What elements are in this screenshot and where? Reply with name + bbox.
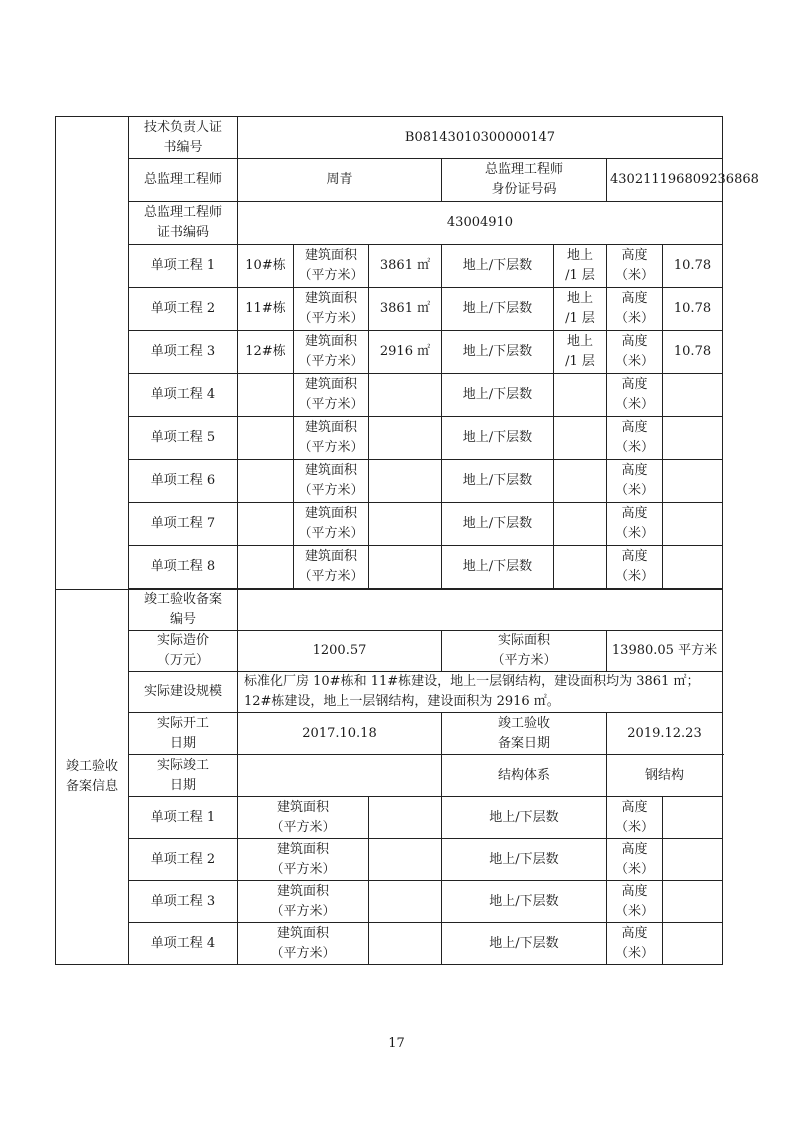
tech-cert-label: 技术负责人证 书编号 [129,117,238,159]
floors-label: 地上/下层数 [442,460,554,503]
table-row [56,417,723,460]
finish-label: 实际竣工 日期 [129,755,238,797]
table-row [56,590,723,631]
table-row [56,288,723,331]
project-building: 11#栋 [238,288,294,331]
area-label: 建筑面积 （平方米） [238,923,369,965]
height-label: 高度 （米） [607,546,663,589]
project-name: 单项工程 3 [129,881,238,923]
table-row [56,881,723,923]
project-building: 12#栋 [238,331,294,374]
project-height: 10.78 [663,245,723,288]
area-label: 建筑面积 （平方米） [294,288,369,331]
height-label: 高度 （米） [607,288,663,331]
project-floors [554,460,607,503]
project-floors [554,546,607,589]
tech-cert-value: B08143010300000147 [238,117,723,159]
project-floors [554,417,607,460]
floors-label: 地上/下层数 [442,331,554,374]
table-row [56,202,723,245]
area-label: 建筑面积 （平方米） [294,546,369,589]
project-height [663,374,723,417]
project-building [238,417,294,460]
project-building: 10#栋 [238,245,294,288]
chief-supervisor-value: 周青 [238,159,442,202]
table-row [56,839,723,881]
project-floors [554,374,607,417]
height-label: 高度 （米） [607,374,663,417]
table-row [56,117,723,159]
table-row [56,713,723,755]
project-area [369,417,442,460]
project-name: 单项工程 2 [129,288,238,331]
height-label: 高度 （米） [607,460,663,503]
table-row [56,503,723,546]
table-row [56,331,723,374]
record-date-value: 2019.12.23 [607,713,723,755]
project-name: 单项工程 8 [129,546,238,589]
height-label: 高度 （米） [607,417,663,460]
project-building [238,503,294,546]
table-row [56,245,723,288]
project-name: 单项工程 5 [129,417,238,460]
project-name: 单项工程 4 [129,374,238,417]
record-form-table [55,116,759,965]
table-row [56,923,723,965]
project-floors: 地上 /1 层 [554,245,607,288]
chief-id-label: 总监理工程师 身份证号码 [442,159,607,202]
floors-label: 地上/下层数 [442,839,607,881]
structure-value: 钢结构 [607,755,723,797]
project-height [663,503,723,546]
project-name: 单项工程 3 [129,331,238,374]
scale-value: 标准化厂房 10#栋和 11#栋建设，地上一层钢结构，建设面积均为 3861 ㎡；12#栋建设，地上一层钢结构，建设面积为 2916 ㎡。 [238,672,723,713]
project-area [369,546,442,589]
project-area: 3861 ㎡ [369,245,442,288]
height-label: 高度 （米） [607,331,663,374]
project-height [663,839,723,881]
project-floors [554,503,607,546]
floors-label: 地上/下层数 [442,546,554,589]
area-label: 建筑面积 （平方米） [294,245,369,288]
table-row [56,159,723,202]
table-row [56,460,723,503]
height-label: 高度 （米） [607,797,663,839]
floors-label: 地上/下层数 [442,245,554,288]
area-label: 建筑面积 （平方米） [238,839,369,881]
project-name: 单项工程 7 [129,503,238,546]
table-row [56,797,723,839]
chief-cert-value: 43004910 [238,202,723,245]
project-height [663,923,723,965]
project-height: 10.78 [663,288,723,331]
project-area [369,881,442,923]
project-height [663,546,723,589]
section2-title: 竣工验收 备案信息 [56,590,129,965]
project-area: 3861 ㎡ [369,288,442,331]
project-height [663,417,723,460]
height-label: 高度 （米） [607,881,663,923]
project-name: 单项工程 1 [129,245,238,288]
floors-label: 地上/下层数 [442,288,554,331]
area-label: 建筑面积 （平方米） [294,331,369,374]
start-label: 实际开工 日期 [129,713,238,755]
project-name: 单项工程 2 [129,839,238,881]
project-area [369,797,442,839]
floors-label: 地上/下层数 [442,797,607,839]
project-area [369,374,442,417]
project-name: 单项工程 1 [129,797,238,839]
height-label: 高度 （米） [607,923,663,965]
chief-id-value: 430211196809236868 [607,159,723,202]
project-building [238,374,294,417]
record-no-value [238,590,723,631]
project-floors: 地上 /1 层 [554,288,607,331]
project-name: 单项工程 6 [129,460,238,503]
start-value: 2017.10.18 [238,713,442,755]
project-area [369,839,442,881]
record-no-label: 竣工验收备案 编号 [129,590,238,631]
project-name: 单项工程 4 [129,923,238,965]
record-date-label: 竣工验收 备案日期 [442,713,607,755]
page-number: 17 [388,1036,405,1051]
project-area [369,503,442,546]
project-building [238,546,294,589]
table-row [56,546,723,589]
project-area [369,923,442,965]
structure-label: 结构体系 [442,755,607,797]
floors-label: 地上/下层数 [442,923,607,965]
actual-area-value: 13980.05 平方米 [607,631,723,672]
table-row [56,374,723,417]
area-label: 建筑面积 （平方米） [294,460,369,503]
floors-label: 地上/下层数 [442,374,554,417]
project-floors: 地上 /1 层 [554,331,607,374]
actual-area-label: 实际面积 （平方米） [442,631,607,672]
area-label: 建筑面积 （平方米） [294,417,369,460]
project-height [663,881,723,923]
finish-value [238,755,442,797]
project-building [238,460,294,503]
height-label: 高度 （米） [607,503,663,546]
cost-value: 1200.57 [238,631,442,672]
area-label: 建筑面积 （平方米） [294,374,369,417]
chief-cert-label: 总监理工程师 证书编码 [129,202,238,245]
area-label: 建筑面积 （平方米） [294,503,369,546]
floors-label: 地上/下层数 [442,503,554,546]
table-row [56,631,723,672]
section1-side-cell [56,117,129,590]
floors-label: 地上/下层数 [442,417,554,460]
project-height [663,797,723,839]
project-height: 10.78 [663,331,723,374]
cost-label: 实际造价 （万元） [129,631,238,672]
floors-label: 地上/下层数 [442,881,607,923]
height-label: 高度 （米） [607,245,663,288]
table-row [56,672,723,713]
project-area: 2916 ㎡ [369,331,442,374]
table-row [56,755,723,797]
area-label: 建筑面积 （平方米） [238,797,369,839]
project-height [663,460,723,503]
project-area [369,460,442,503]
area-label: 建筑面积 （平方米） [238,881,369,923]
scale-label: 实际建设规模 [129,672,238,713]
height-label: 高度 （米） [607,839,663,881]
chief-supervisor-label: 总监理工程师 [129,159,238,202]
